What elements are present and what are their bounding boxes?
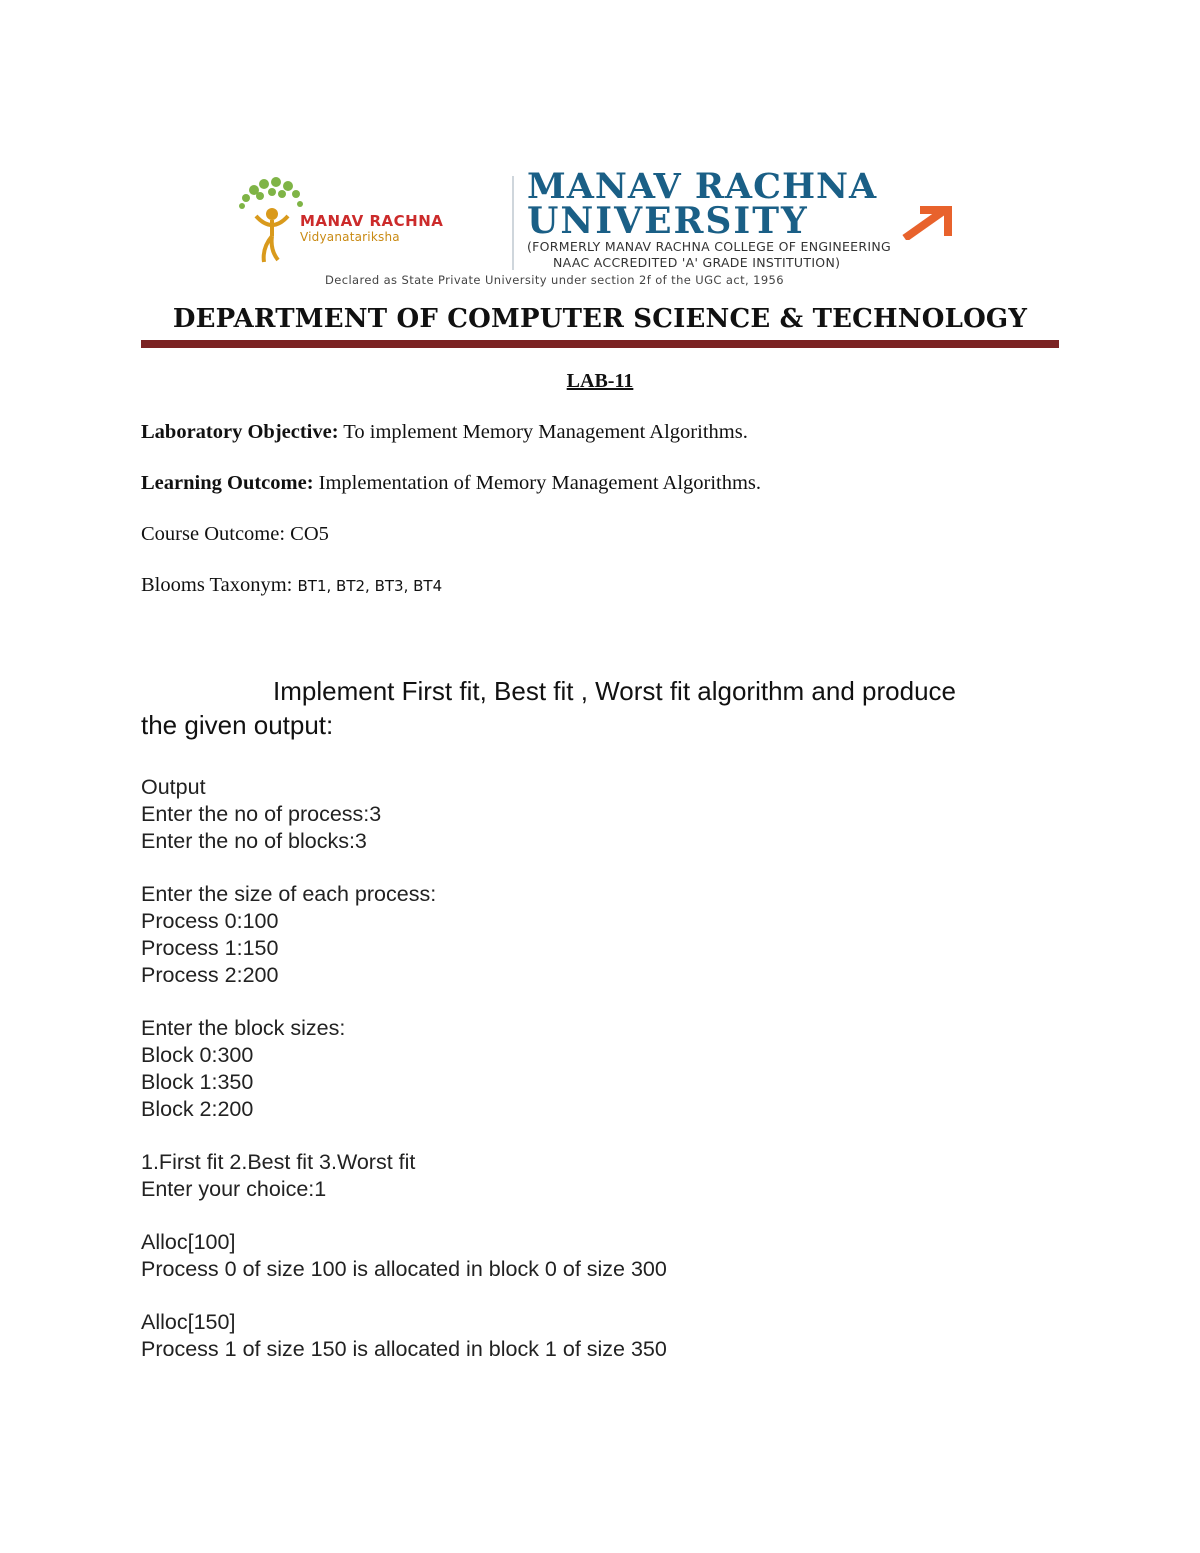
output-line: Block 1:350 xyxy=(141,1070,254,1094)
blooms-label: Blooms Taxonym: xyxy=(141,574,298,596)
output-line: Process 1:150 xyxy=(141,936,279,960)
task-line-1: Implement First fit, Best fit , Worst fit algorithm and produce xyxy=(273,676,956,706)
outcome-label: Learning Outcome: xyxy=(141,472,314,494)
university-name-line1: MANAV RACHNA xyxy=(527,166,878,207)
brand-name: MANAV RACHNA xyxy=(300,212,444,230)
output-line: Process 1 of size 150 is allocated in block 1 of size 350 xyxy=(141,1337,667,1361)
outcome-text: Implementation of Memory Management Algorithms. xyxy=(313,472,762,494)
course-outcome: Course Outcome: CO5 xyxy=(141,523,329,545)
logo-divider xyxy=(512,176,514,270)
task-line-2: the given output: xyxy=(141,710,334,740)
output-line: Alloc[100] xyxy=(141,1230,236,1254)
university-name-line2: UNIVERSITY xyxy=(527,200,809,242)
output-line: Enter the no of blocks:3 xyxy=(141,829,367,853)
output-line: Process 0:100 xyxy=(141,909,279,933)
output-line: Enter the block sizes: xyxy=(141,1016,346,1040)
output-line: 1.First fit 2.Best fit 3.Worst fit xyxy=(141,1150,416,1174)
university-formerly: (FORMERLY MANAV RACHNA COLLEGE OF ENGINEERING xyxy=(527,239,891,254)
header-rule xyxy=(141,340,1059,348)
task-statement xyxy=(141,674,1061,742)
output-line: Enter the size of each process: xyxy=(141,882,437,906)
output-line: Enter your choice:1 xyxy=(141,1177,327,1201)
output-line: Process 0 of size 100 is allocated in block 0 of size 300 xyxy=(141,1257,667,1281)
output-line: Block 0:300 xyxy=(141,1043,254,1067)
output-line: Enter the no of process:3 xyxy=(141,802,382,826)
brand-tagline: Vidyanatariksha xyxy=(300,230,400,244)
output-line: Block 2:200 xyxy=(141,1097,254,1121)
blooms-value: BT1, BT2, BT3, BT4 xyxy=(297,577,443,595)
arrow-up-right-icon xyxy=(902,206,958,240)
lab-title: LAB-11 xyxy=(566,370,634,392)
objective-label: Laboratory Objective: xyxy=(141,421,339,443)
learning-outcome xyxy=(141,472,761,495)
university-declaration: Declared as State Private University under section 2f of the UGC act, 1956 xyxy=(325,273,784,287)
output-line: Output xyxy=(141,775,206,799)
university-naac: NAAC ACCREDITED 'A' GRADE INSTITUTION) xyxy=(553,255,841,270)
manav-rachna-logo xyxy=(234,176,504,266)
laboratory-objective xyxy=(141,421,748,444)
output-line: Alloc[150] xyxy=(141,1310,236,1334)
output-line: Process 2:200 xyxy=(141,963,279,987)
department-title: DEPARTMENT OF COMPUTER SCIENCE & TECHNOLOGY xyxy=(172,304,1028,334)
blooms-taxonomy xyxy=(141,574,442,597)
objective-text: To implement Memory Management Algorithms. xyxy=(338,421,748,443)
